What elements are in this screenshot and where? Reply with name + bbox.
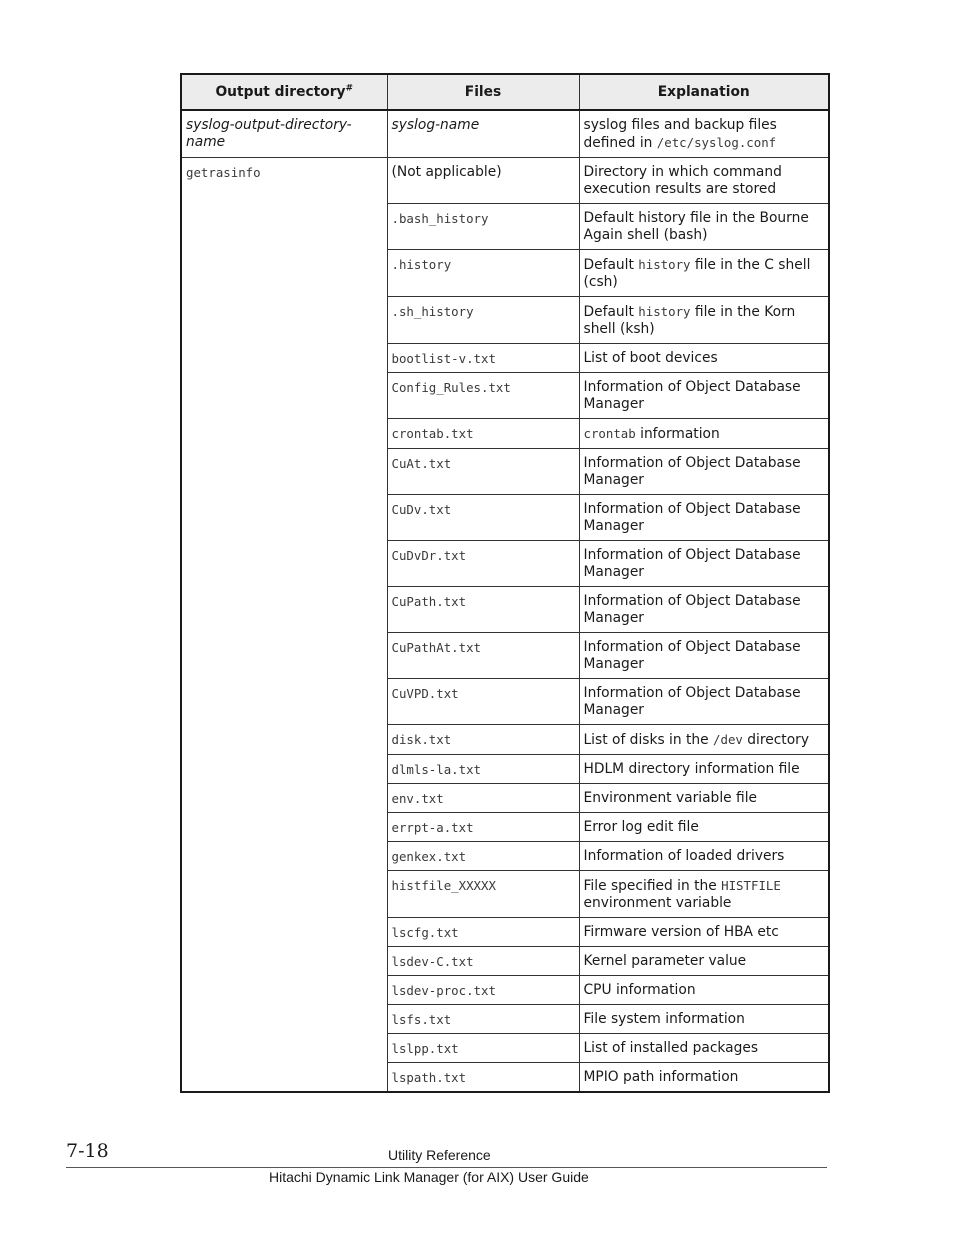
explanation-cell — [579, 755, 829, 784]
explanation-cell — [579, 1005, 829, 1034]
explanation-cell — [579, 1063, 829, 1093]
explanation-cell — [579, 813, 829, 842]
file-cell: CuVPD.txt — [387, 679, 579, 725]
explanation-text: Error log edit file — [583, 819, 699, 835]
explanation-cell — [579, 633, 829, 679]
explanation-code: history — [638, 304, 691, 319]
file-cell: errpt-a.txt — [387, 813, 579, 842]
explanation-code: /dev — [713, 732, 743, 747]
explanation-text: Information of Object Database Manager — [583, 685, 801, 718]
explanation-text: MPIO path information — [583, 1069, 739, 1085]
table-row — [181, 158, 829, 204]
explanation-text: Default — [583, 304, 639, 320]
explanation-text: file in the C shell (csh) — [583, 257, 811, 290]
explanation-text: CPU information — [583, 982, 696, 998]
explanation-cell — [579, 725, 829, 755]
explanation-cell — [579, 344, 829, 373]
file-cell: dlmls-la.txt — [387, 755, 579, 784]
directory-cell: syslog-output-directory-name — [181, 110, 387, 158]
explanation-cell — [579, 679, 829, 725]
explanation-text: Default — [583, 257, 639, 273]
explanation-cell — [579, 918, 829, 947]
explanation-code: crontab — [583, 426, 636, 441]
explanation-text: Information of Object Database Manager — [583, 639, 801, 672]
header-output-directory — [181, 74, 387, 110]
file-cell: CuDv.txt — [387, 495, 579, 541]
file-cell: CuPath.txt — [387, 587, 579, 633]
explanation-cell — [579, 373, 829, 419]
explanation-text: Information of Object Database Manager — [583, 379, 801, 412]
file-cell: genkex.txt — [387, 842, 579, 871]
file-cell: disk.txt — [387, 725, 579, 755]
explanation-cell — [579, 1034, 829, 1063]
footer-divider — [66, 1167, 827, 1168]
explanation-cell — [579, 495, 829, 541]
header-files: Files — [387, 74, 579, 110]
file-cell: lscfg.txt — [387, 918, 579, 947]
explanation-text: Kernel parameter value — [583, 953, 747, 969]
explanation-text: Firmware version of HBA etc — [583, 924, 779, 940]
explanation-text: file in the Korn shell (ksh) — [583, 304, 796, 337]
explanation-text: File specified in the — [583, 878, 722, 894]
file-cell: .history — [387, 250, 579, 297]
file-cell: CuPathAt.txt — [387, 633, 579, 679]
explanation-text: List of boot devices — [583, 350, 718, 366]
explanation-cell — [579, 541, 829, 587]
file-cell: .bash_history — [387, 204, 579, 250]
header-explanation: Explanation — [579, 74, 829, 110]
explanation-cell — [579, 110, 829, 158]
explanation-text: List of installed packages — [583, 1040, 759, 1056]
file-cell: env.txt — [387, 784, 579, 813]
explanation-cell — [579, 842, 829, 871]
file-cell: (Not applicable) — [387, 158, 579, 204]
file-cell: lsdev-proc.txt — [387, 976, 579, 1005]
header-output-directory-label: Output directory — [215, 84, 346, 100]
explanation-cell — [579, 784, 829, 813]
explanation-text: Information of Object Database Manager — [583, 455, 801, 488]
file-cell: CuAt.txt — [387, 449, 579, 495]
explanation-cell — [579, 449, 829, 495]
explanation-cell — [579, 587, 829, 633]
explanation-text: Information of Object Database Manager — [583, 593, 801, 626]
explanation-text: Information of Object Database Manager — [583, 501, 801, 534]
file-cell: .sh_history — [387, 297, 579, 344]
explanation-text: File system information — [583, 1011, 745, 1027]
explanation-text: Environment variable file — [583, 790, 758, 806]
page-number: 7-18 — [66, 1140, 109, 1162]
file-cell: bootlist-v.txt — [387, 344, 579, 373]
explanation-text: Default history file in the Bourne Again shell (bash) — [583, 210, 809, 243]
file-cell: Config_Rules.txt — [387, 373, 579, 419]
explanation-cell — [579, 871, 829, 918]
explanation-text: Information of loaded drivers — [583, 848, 785, 864]
explanation-text: List of disks in the — [583, 732, 714, 748]
explanation-cell — [579, 204, 829, 250]
explanation-cell — [579, 158, 829, 204]
table-row — [181, 110, 829, 158]
explanation-text: Information of Object Database Manager — [583, 547, 801, 580]
explanation-text: HDLM directory information file — [583, 761, 800, 777]
explanation-cell — [579, 419, 829, 449]
file-cell: crontab.txt — [387, 419, 579, 449]
explanation-cell — [579, 297, 829, 344]
file-cell: lslpp.txt — [387, 1034, 579, 1063]
explanation-text: information — [635, 426, 720, 442]
footer-section-title: Utility Reference — [388, 1147, 491, 1163]
explanation-cell — [579, 250, 829, 297]
explanation-code: HISTFILE — [721, 878, 781, 893]
table-header-row — [181, 74, 829, 110]
explanation-text: syslog files and backup files defined in — [583, 117, 777, 151]
file-cell: lsfs.txt — [387, 1005, 579, 1034]
footer-book-title: Hitachi Dynamic Link Manager (for AIX) User Guide — [269, 1169, 589, 1185]
file-cell: CuDvDr.txt — [387, 541, 579, 587]
footnote-mark: # — [345, 83, 354, 94]
file-cell: lspath.txt — [387, 1063, 579, 1093]
explanation-text: directory — [742, 732, 809, 748]
explanation-code: /etc/syslog.conf — [656, 135, 777, 150]
file-cell: lsdev-C.txt — [387, 947, 579, 976]
explanation-cell — [579, 976, 829, 1005]
explanation-code: history — [638, 257, 691, 272]
file-cell: histfile_XXXXX — [387, 871, 579, 918]
output-files-table — [180, 73, 830, 1093]
directory-cell: getrasinfo — [181, 158, 387, 1093]
explanation-text: Directory in which command execution results are stored — [583, 164, 782, 197]
explanation-text: environment variable — [583, 895, 732, 911]
file-cell: syslog-name — [387, 110, 579, 158]
explanation-cell — [579, 947, 829, 976]
